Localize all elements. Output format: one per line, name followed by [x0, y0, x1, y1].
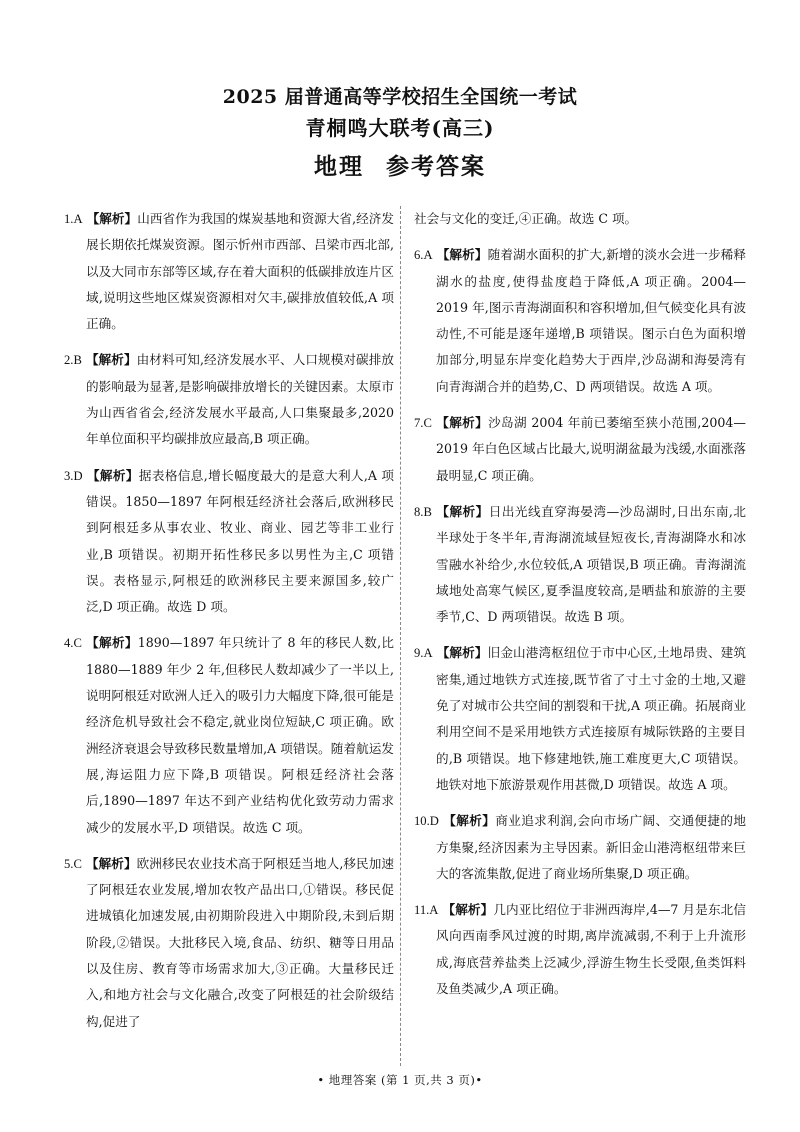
answer-explanation: 欧洲移民农业技术高于阿根廷当地人,移民加速了阿根廷农业发展,增加农牧产品出口,①错误。移民促进城镇化加速发展,由初期阶段进入中期阶段,未到后期阶段,②错误。大批移民入境,食品、纺织、糖等日用品以及住房、教育等市场需求加大,③正确。大量移民迁入,和地方社会与文化融合,改变了阿根廷的社会阶级结构,促进了	[86, 855, 394, 1029]
analysis-tag: 【解析】	[436, 415, 489, 431]
subject-heading	[0, 148, 800, 181]
subject-name: 地理	[314, 153, 364, 180]
analysis-tag: 【解析】	[86, 467, 139, 483]
answer-letter: C	[73, 636, 82, 651]
question-number: 1.	[64, 212, 74, 226]
answer-item	[64, 630, 394, 840]
analysis-tag: 【解析】	[85, 352, 137, 368]
question-number: 9.	[414, 646, 424, 661]
answer-letter: B	[73, 353, 82, 368]
question-number: 5.	[64, 856, 74, 871]
answer-item	[64, 347, 394, 452]
question-number: 2.	[64, 353, 74, 368]
answer-explanation: 沙岛湖 2004 年前已萎缩至狭小范围,2004—2019 年白色区域占比最大,说明湖盆最为浅缓,水面涨落最明显,C 项正确。	[436, 415, 746, 483]
answer-letter: C	[423, 416, 432, 431]
answer-explanation: 据表格信息,增长幅度最大的是意大利人,A 项错误。1850—1897 年阿根廷经济社会落后,欧洲移民到阿根廷多从事农业、牧业、商业、园艺等非工业行业,B 项错误。初期开拓性移民多以男性为主,C 项错误。表格显示,阿根廷的欧洲移民主要来源国多,较广泛,D 项正确。故选 D 项。	[86, 467, 394, 615]
exam-subtitle: 青桐鸣大联考(高三)	[305, 116, 495, 140]
analysis-tag: 【解析】	[85, 855, 137, 871]
answer-explanation: 旧金山港湾枢纽位于市中心区,土地昂贵、建筑密集,通过地铁方式连接,既节省了寸土寸金的土地,又避免了对城市公共空间的割裂和干扰,A 项正确。拓展商业利用空间不是采用地铁方式连接原有城际铁路的主要目的,B 项错误。地下修建地铁,施工难度更大,C 项错误。地铁对地下旅游景观作用甚微,D 项错误。故选 A 项。	[436, 645, 746, 792]
answer-explanation: 日出光线直穿海晏湾—沙岛湖时,日出东南,北半球处于冬半年,青海湖流域昼短夜长,青海湖降水和冰雪融水补给少,水位较低,A 项错误,B 项正确。青海湖流域地处高寒气候区,夏季温度较高,是晒盐和旅游的主要季节,C、D 两项错误。故选 B 项。	[436, 503, 747, 625]
answer-item	[414, 640, 746, 798]
question-number: 4.	[64, 636, 74, 651]
answer-item	[414, 897, 746, 1002]
page-footer: • 地理答案 (第 1 页,共 3 页)•	[317, 1073, 483, 1087]
answer-letter: C	[73, 856, 82, 871]
document-type: 参考答案	[386, 153, 486, 180]
answer-continuation	[414, 206, 746, 232]
answer-explanation: 由材料可知,经济发展水平、人口规模对碳排放的影响最为显著,是影响碳排放增长的关键因素。太原市为山西省省会,经济发展水平最高,人口集聚最多,2020 年单位面积平均碳排放应最高,B 项正确。	[86, 352, 394, 447]
answer-explanation: 商业追求利润,会向市场广阔、交通便捷的地方集聚,经济因素为主导因素。新旧金山港湾枢纽带来巨大的客流集散,促进了商业场所集聚,D 项正确。	[436, 813, 746, 881]
answer-item	[64, 206, 394, 337]
answers-left-column	[64, 206, 394, 1045]
answer-item	[64, 463, 394, 621]
answer-item	[414, 242, 746, 400]
answer-letter: A	[423, 248, 433, 263]
column-divider	[400, 206, 401, 1066]
question-number: 6.	[414, 248, 424, 263]
analysis-tag: 【解析】	[436, 645, 488, 661]
answer-letter: D	[73, 468, 83, 483]
exam-title: 2025 届普通高等学校招生全国统一考试	[222, 86, 578, 108]
answer-letter: B	[423, 504, 432, 519]
answer-item	[414, 410, 746, 489]
question-number: 3.	[64, 468, 74, 483]
answer-explanation: 社会与文化的变迁,④正确。故选 C 项。	[414, 211, 638, 226]
answer-item	[414, 499, 746, 630]
analysis-tag: 【解析】	[442, 902, 494, 918]
question-number: 8.	[414, 504, 424, 519]
answer-item	[414, 808, 746, 887]
answer-letter: A	[423, 646, 433, 661]
answer-explanation: 1890—1897 年只统计了 8 年的移民人数,比 1880—1889 年少 2 年,但移民人数却减少了一半以上,说明阿根廷对欧洲人迁入的吸引力大幅度下降,很可能是经济危机导致社会不稳定,就业岗位短缺,C 项正确。欧洲经济衰退会导致移民数量增加,A 项错误。随着航运发展,海运阻力应下降,B 项错误。阿根廷经济社会落后,1890—1897 年达不到产业结构优化致劳动力需求减少的发展水平,D 项错误。故选 C 项。	[86, 635, 394, 835]
analysis-tag: 【解析】	[86, 211, 138, 226]
analysis-tag: 【解析】	[86, 635, 138, 651]
question-number: 7.	[414, 416, 424, 431]
answer-letter: D	[429, 814, 439, 829]
answers-right-column	[414, 206, 746, 1012]
answer-explanation: 随着湖水面积的扩大,新增的淡水会进一步稀释湖水的盐度,使得盐度趋于降低,A 项正确。2004—2019 年,图示青海湖面积和容积增加,但气候变化具有波动性,不可能是逐年递增,B 项错误。图示白色为面积增加部分,明显东岸变化趋势大于西岸,沙岛湖和海晏湾有向青海湖合并的趋势,C、D 两项错误。故选 A 项。	[436, 247, 746, 394]
answer-letter: A	[73, 212, 83, 226]
analysis-tag: 【解析】	[436, 247, 488, 263]
answer-letter: A	[429, 903, 439, 918]
answer-explanation: 几内亚比绍位于非洲西海岸,4—7 月是东北信风向西南季风过渡的时期,离岸流减弱,不利于上升流形成,海底营养盐类上泛减少,浮游生物生长受限,鱼类饵料及鱼类减少,A 项正确。	[436, 902, 746, 997]
analysis-tag: 【解析】	[436, 503, 489, 519]
answer-explanation: 山西省作为我国的煤炭基地和资源大省,经济发展长期依托煤炭资源。图示忻州市西部、吕梁市西北部,以及大同市东部等区域,存在着大面积的低碳排放连片区域,说明这些地区煤炭资源相对欠丰,碳排放值较低,A 项正确。	[86, 211, 394, 332]
question-number: 11.	[414, 903, 430, 918]
question-number: 10.	[414, 814, 430, 829]
answer-item	[64, 851, 394, 1035]
analysis-tag: 【解析】	[443, 813, 496, 829]
